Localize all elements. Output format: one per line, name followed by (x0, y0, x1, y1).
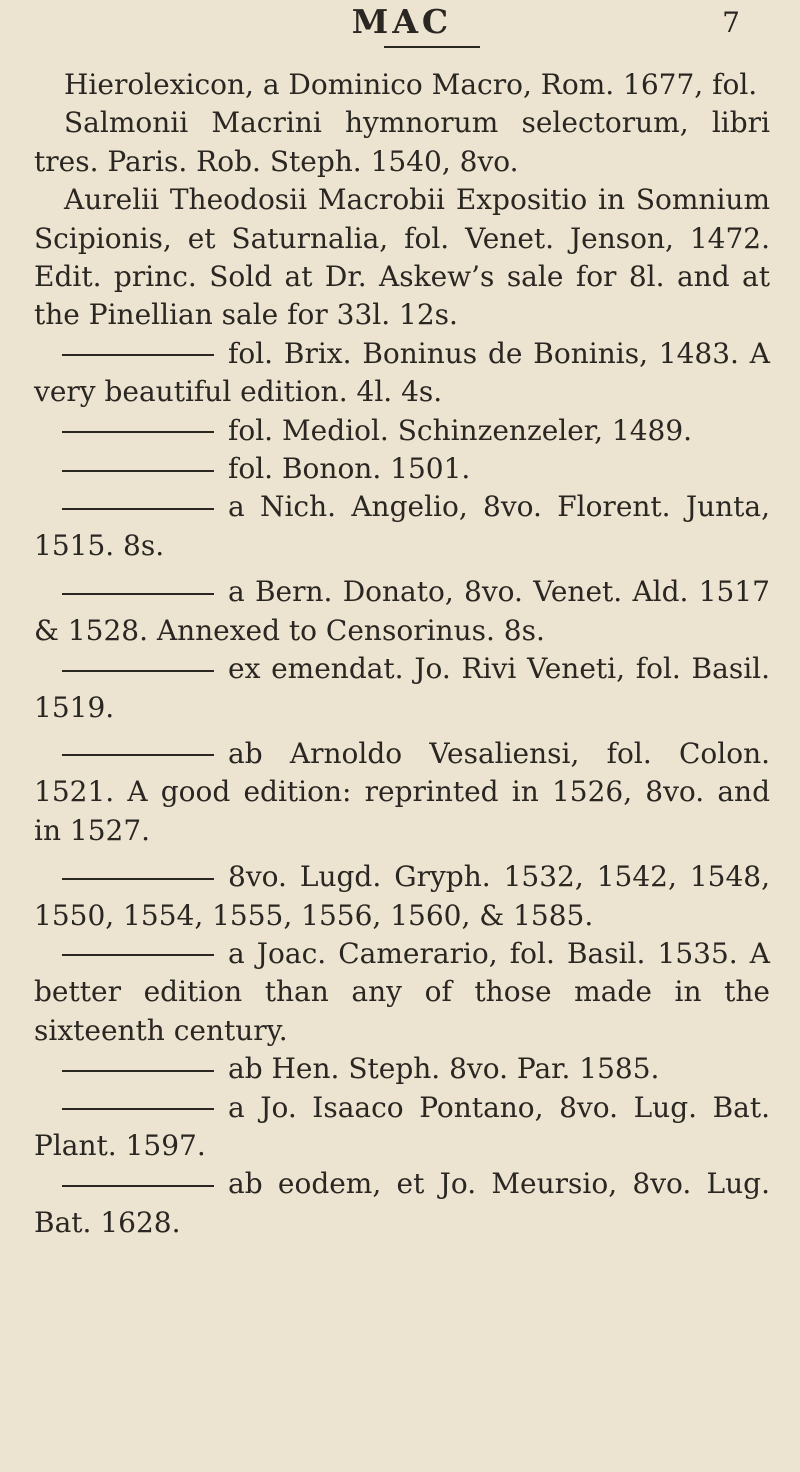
running-header (34, 0, 770, 40)
page-number: 7 (722, 6, 740, 39)
ditto-dash (62, 470, 214, 472)
ditto-dash (62, 878, 214, 880)
entry: fol. Bonon. 1501. (34, 450, 770, 488)
entry: a Joac. Camerario, fol. Basil. 1535. A better edition than any of those made in the sixteenth century. (34, 936, 770, 1047)
entry: a Nich. Angelio, 8vo. Florent. Junta, 1515. 8s. (34, 490, 770, 562)
ditto-dash (62, 670, 214, 672)
entry: ab Hen. Steph. 8vo. Par. 1585. (34, 1050, 770, 1088)
entry: ab eodem, et Jo. Meursio, 8vo. Lug. Bat. 1628. (34, 1167, 770, 1239)
entry: 8vo. Lugd. Gryph. 1532, 1542, 1548, 1550, 1554, 1555, 1556, 1560, & 1585. (34, 860, 770, 932)
entry: Salmonii Macrini hymnorum selectorum, libri tres. Paris. Rob. Steph. 1540, 8vo. (34, 106, 770, 178)
header-rule (384, 46, 480, 48)
entry: ab Arnoldo Vesaliensi, fol. Colon. 1521. A good edition: reprinted in 1526, 8vo. and in 1527. (34, 736, 770, 847)
entry: Hierolexicon, a Dominico Macro, Rom. 1677, fol. (64, 68, 758, 101)
ditto-dash (62, 354, 214, 356)
entry: a Bern. Donato, 8vo. Venet. Ald. 1517 & 1528. Annexed to Censorinus. 8s. (34, 575, 770, 647)
ditto-dash (62, 954, 214, 956)
entry: Aurelii Theodosii Macrobii Expositio in Somnium Scipionis, et Saturnalia, fol. Venet. Jenson, 1472. Edit. princ. Sold at Dr. Askew’s sale for 8l. and at the Pinellian sale for 33l. 12s. (34, 183, 770, 332)
entry: fol. Mediol. Schinzenzeler, 1489. (34, 412, 770, 450)
ditto-dash (62, 754, 214, 756)
ditto-dash (62, 1070, 214, 1072)
ditto-dash (62, 1185, 214, 1187)
entry: fol. Brix. Boninus de Boninis, 1483. A very beautiful edition. 4l. 4s. (34, 336, 770, 409)
bibliography-entries (34, 66, 770, 1242)
ditto-dash (62, 593, 214, 595)
ditto-dash (62, 431, 214, 433)
ditto-dash (62, 508, 214, 510)
running-title: MAC (351, 2, 453, 41)
entry: a Jo. Isaaco Pontano, 8vo. Lug. Bat. Plant. 1597. (34, 1090, 770, 1162)
ditto-dash (62, 1108, 214, 1110)
entry: ex emendat. Jo. Rivi Veneti, fol. Basil. 1519. (34, 652, 770, 724)
